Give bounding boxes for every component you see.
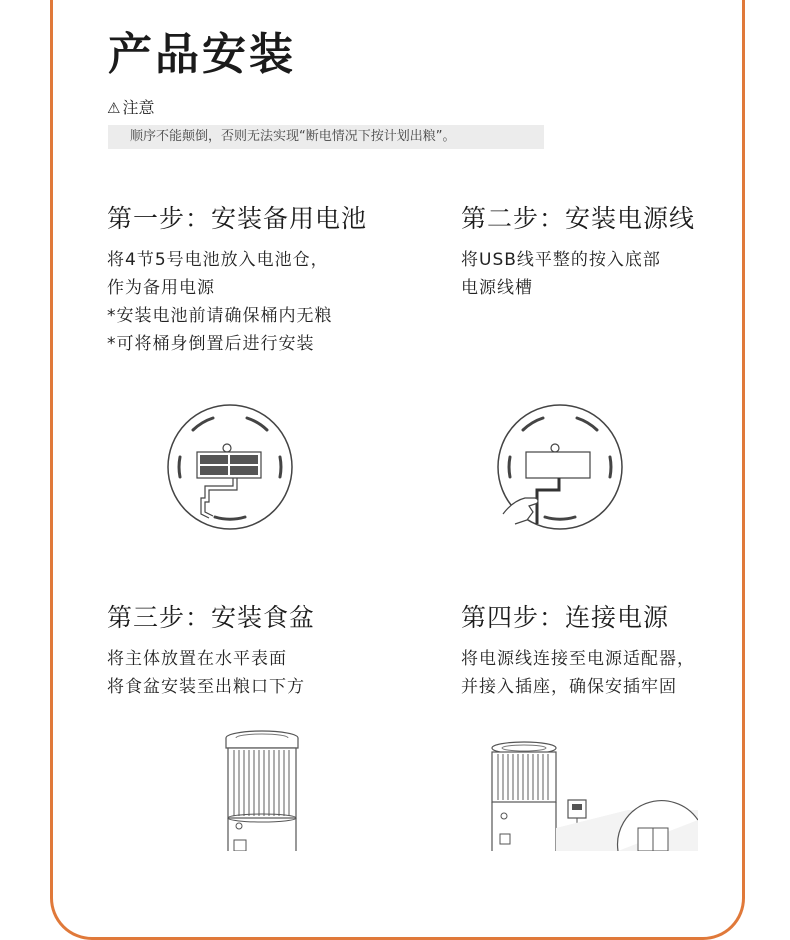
- step-3-title: 第三步：安装食盆: [107, 603, 316, 632]
- step-3-line: 将主体放置在水平表面: [107, 649, 287, 669]
- step-1-line: *安装电池前请确保桶内无粮: [107, 306, 333, 326]
- power-adapter-icon: [488, 740, 698, 851]
- feeder-body-icon: [222, 728, 302, 851]
- step-3-line: 将食盆安装至出粮口下方: [107, 677, 305, 697]
- step-2-title: 第二步：安装电源线: [461, 204, 696, 233]
- step-3-description: [107, 645, 305, 701]
- step-1-line: 作为备用电源: [107, 278, 215, 298]
- step-1-line: 将4节5号电池放入电池仓，: [107, 250, 329, 270]
- step-4-description: [461, 645, 695, 701]
- step-2-description: [461, 246, 661, 302]
- step-2-line: 将USB线平整的按入底部: [461, 250, 661, 270]
- step-2-line: 电源线槽: [461, 278, 533, 298]
- step-1-description: [107, 246, 333, 358]
- step-4-title: 第四步：连接电源: [461, 603, 670, 632]
- step-4-line: 并接入插座，确保安插牢固: [461, 677, 677, 697]
- notice-heading: [107, 95, 154, 118]
- step-1-line: *可将桶身倒置后进行安装: [107, 334, 315, 354]
- power-cable-slot-icon: [495, 402, 625, 532]
- page-title: 产品安装: [108, 29, 296, 80]
- notice-label: 注意: [122, 98, 155, 117]
- step-4-line: 将电源线连接至电源适配器，: [461, 649, 695, 669]
- notice-text: 顺序不能颠倒，否则无法实现“断电情况下按计划出粮”。: [108, 125, 544, 149]
- step-1-title: 第一步：安装备用电池: [107, 204, 368, 233]
- battery-compartment-icon: [165, 402, 295, 532]
- warning-icon: ⚠: [107, 99, 121, 117]
